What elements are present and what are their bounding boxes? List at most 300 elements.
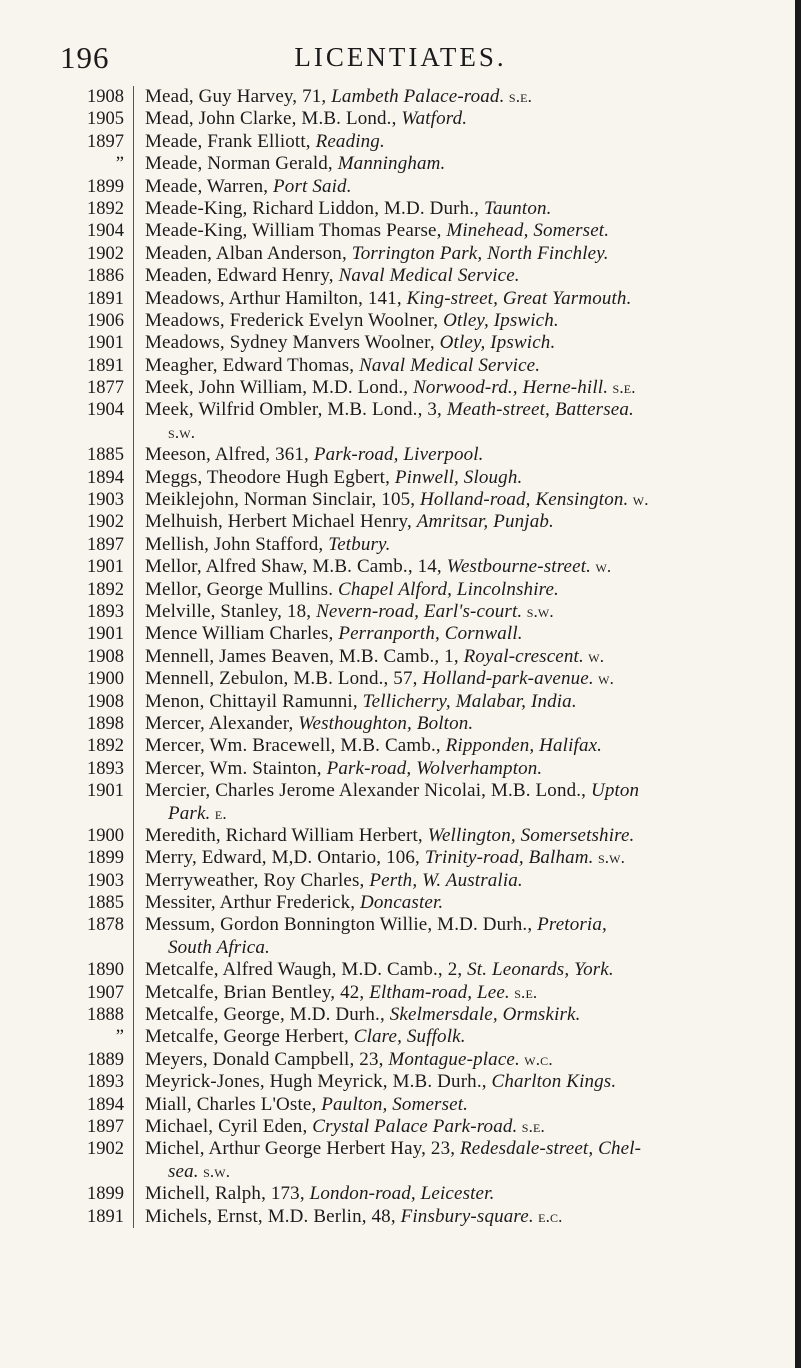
entry-name: Metcalfe, Brian Bentley, 42, — [145, 981, 370, 1003]
entry-place: Watford. — [401, 108, 468, 130]
entry-list — [0, 86, 792, 1228]
entry-place: Ripponden, Halifax. — [445, 735, 603, 757]
entry-place: London-road, Leicester. — [309, 1183, 495, 1205]
entry-place: Trinity-road, Balham. — [424, 847, 594, 869]
entry-place: Westbourne-street. — [446, 556, 592, 578]
entry-text — [145, 467, 792, 489]
entry-place: Pinwell, Slough. — [394, 466, 523, 488]
entry-district: s.w. — [522, 601, 554, 621]
entry-name: Messiter, Arthur Frederick, — [145, 892, 361, 914]
entry-place: Pretoria, — [537, 914, 607, 936]
entry-text — [145, 377, 792, 399]
entry-district: e.c. — [533, 1206, 563, 1226]
entry-text — [168, 1161, 792, 1183]
entry-year: 1900 — [87, 669, 124, 690]
entry-place: Chapel Alford, Lincolnshire. — [338, 578, 559, 600]
column-rule — [133, 310, 134, 332]
entry-district: s.w. — [198, 1161, 231, 1181]
entry-text — [145, 131, 792, 153]
entry-year: 1901 — [87, 624, 124, 645]
entry-year: ” — [115, 1027, 124, 1048]
entry-name: Mellor, George Mullins. — [145, 578, 338, 600]
entry-name: Meaden, Edward Henry, — [145, 265, 339, 287]
entry-text — [145, 758, 792, 780]
entry-text — [145, 108, 792, 130]
entry-year: 1892 — [87, 198, 124, 219]
entry-text — [145, 288, 792, 310]
column-rule — [133, 937, 134, 959]
entry-year: 1891 — [87, 288, 124, 309]
entry-text — [145, 153, 792, 175]
entry-district: e. — [210, 803, 227, 823]
entry-district: w. — [583, 646, 605, 666]
entry-name: Meade, Norman Gerald, — [145, 153, 338, 175]
entry-text — [145, 1071, 792, 1093]
entry-place: Charlton Kings. — [491, 1071, 617, 1093]
entry-place: Port Said. — [273, 175, 352, 197]
entry-name: Meggs, Theodore Hugh Egbert, — [145, 466, 395, 488]
column-rule — [133, 176, 134, 198]
column-rule — [133, 780, 134, 802]
column-rule — [133, 467, 134, 489]
entry-name: Mead, John Clarke, M.B. Lond., — [145, 108, 402, 130]
column-rule — [133, 803, 134, 825]
entry-text — [145, 601, 792, 623]
entry-year: 1894 — [87, 467, 124, 488]
entry-name: Meadows, Frederick Evelyn Woolner, — [145, 309, 444, 331]
entry-place: Reading. — [315, 130, 385, 152]
entry-text — [145, 444, 792, 466]
column-rule — [133, 422, 134, 444]
column-rule — [133, 914, 134, 936]
column-rule — [133, 579, 134, 601]
list-item — [0, 825, 792, 847]
list-item — [0, 691, 792, 713]
entry-year: 1885 — [87, 893, 124, 914]
entry-year: 1878 — [87, 915, 124, 936]
column-rule — [133, 870, 134, 892]
entry-text — [145, 847, 792, 869]
list-item — [0, 735, 792, 757]
entry-year: 1903 — [87, 490, 124, 511]
list-item — [0, 1026, 792, 1048]
column-rule — [133, 1026, 134, 1048]
entry-place: St. Leonards, York. — [467, 959, 614, 981]
entry-place: Torrington Park, North Finchley. — [351, 242, 609, 264]
entry-text — [145, 959, 792, 981]
entry-place: Naval Medical Service. — [359, 354, 541, 376]
list-item — [0, 86, 792, 108]
entry-text — [145, 668, 792, 690]
entry-text — [145, 825, 792, 847]
entry-year: 1903 — [87, 870, 124, 891]
entry-text — [145, 1183, 792, 1205]
entry-name: Mellish, John Stafford, — [145, 533, 329, 555]
entry-place: Park. — [168, 802, 211, 824]
page-edge — [795, 0, 801, 1368]
column-rule — [133, 243, 134, 265]
list-item — [0, 220, 792, 242]
list-item — [0, 892, 792, 914]
list-item — [0, 377, 792, 399]
entry-text — [145, 176, 792, 198]
entry-name: Mercer, Alexander, — [145, 712, 299, 734]
entry-place: Clare, Suffolk. — [353, 1026, 466, 1048]
entry-place: sea. — [168, 1160, 199, 1182]
entry-district: w.c. — [519, 1049, 553, 1069]
entry-place: Norwood-rd., Herne-hill. — [413, 377, 609, 399]
entry-name: Meade, Frank Elliott, — [145, 130, 316, 152]
column-rule — [133, 153, 134, 175]
entry-place: Naval Medical Service. — [338, 265, 520, 287]
entry-name: Merryweather, Roy Charles, — [145, 869, 370, 891]
entry-year: 1890 — [87, 960, 124, 981]
list-item — [0, 422, 792, 444]
list-item — [0, 153, 792, 175]
entry-place: Taunton. — [483, 197, 552, 219]
entry-text — [145, 265, 792, 287]
entry-place: Wellington, Somersetshire. — [427, 824, 635, 846]
list-item — [0, 668, 792, 690]
entry-district: s.w. — [593, 848, 626, 868]
list-item — [0, 534, 792, 556]
entry-text — [145, 332, 792, 354]
column-rule — [133, 1094, 134, 1116]
entry-name: Meyers, Donald Campbell, 23, — [145, 1048, 389, 1070]
list-item — [0, 511, 792, 533]
entry-year: 1904 — [87, 221, 124, 242]
column-rule — [133, 131, 134, 153]
column-rule — [133, 198, 134, 220]
entry-text — [145, 982, 792, 1004]
entry-name: Meade-King, Richard Liddon, M.D. Durh., — [145, 197, 484, 219]
entry-place: Westhoughton, Bolton. — [298, 712, 474, 734]
column-rule — [133, 691, 134, 713]
list-item — [0, 1161, 792, 1183]
column-rule — [133, 623, 134, 645]
entry-year: 1902 — [87, 243, 124, 264]
entry-district: s.w. — [168, 422, 196, 442]
entry-name: Meeson, Alfred, 361, — [145, 444, 314, 466]
entry-year: 1893 — [87, 601, 124, 622]
list-item — [0, 780, 792, 802]
column-rule — [133, 534, 134, 556]
list-item — [0, 556, 792, 578]
entry-year: 1899 — [87, 848, 124, 869]
entry-text — [145, 579, 792, 601]
entry-place: Upton — [590, 780, 640, 802]
column-rule — [133, 355, 134, 377]
entry-place: Finsbury-square. — [400, 1205, 534, 1227]
list-item — [0, 1138, 792, 1160]
entry-text — [145, 1004, 792, 1026]
entry-text — [145, 623, 792, 645]
entry-text — [145, 310, 792, 332]
entry-text — [145, 489, 792, 511]
column-rule — [133, 959, 134, 981]
entry-place: Royal-crescent. — [463, 645, 584, 667]
entry-text — [145, 1026, 792, 1048]
entry-year: 1900 — [87, 825, 124, 846]
list-item — [0, 1004, 792, 1026]
entry-year: 1907 — [87, 982, 124, 1003]
list-item — [0, 1116, 792, 1138]
entry-text — [145, 556, 792, 578]
entry-name: Mercer, Wm. Bracewell, M.B. Camb., — [145, 735, 446, 757]
entry-year: 1889 — [87, 1049, 124, 1070]
entry-place: Lambeth Palace-road. — [331, 86, 505, 107]
entry-name: Messum, Gordon Bonnington Willie, M.D. Durh., — [145, 914, 538, 936]
list-item — [0, 914, 792, 936]
entry-name: Meyrick-Jones, Hugh Meyrick, M.B. Durh., — [145, 1071, 492, 1093]
list-item — [0, 489, 792, 511]
list-item — [0, 758, 792, 780]
entry-name: Mercier, Charles Jerome Alexander Nicolai, M.B. Lond., — [145, 780, 591, 802]
list-item — [0, 243, 792, 265]
entry-name: Mercer, Wm. Stainton, — [145, 757, 327, 779]
entry-place: Minehead, Somerset. — [446, 220, 610, 242]
entry-name: Meade-King, William Thomas Pearse, — [145, 220, 447, 242]
entry-name: Meadows, Sydney Manvers Woolner, — [145, 332, 440, 354]
entry-text — [145, 355, 792, 377]
entry-place: Eltham-road, Lee. — [369, 981, 510, 1003]
column-rule — [133, 668, 134, 690]
entry-place: South Africa. — [168, 936, 270, 958]
entry-year: 1899 — [87, 176, 124, 197]
entry-text — [145, 243, 792, 265]
entry-name: Melhuish, Herbert Michael Henry, — [145, 511, 417, 533]
column-rule — [133, 288, 134, 310]
column-rule — [133, 399, 134, 421]
entry-name: Michels, Ernst, M.D. Berlin, 48, — [145, 1205, 401, 1227]
list-item — [0, 1094, 792, 1116]
entry-year: 1906 — [87, 310, 124, 331]
column-rule — [133, 982, 134, 1004]
entry-name: Michell, Ralph, 173, — [145, 1183, 310, 1205]
entry-place: Montague-place. — [388, 1048, 520, 1070]
entry-text — [145, 646, 792, 668]
entry-name: Meadows, Arthur Hamilton, 141, — [145, 287, 407, 309]
column-rule — [133, 1116, 134, 1138]
list-item — [0, 310, 792, 332]
entry-name: Miall, Charles L'Oste, — [145, 1093, 322, 1115]
entry-district: s.e. — [509, 982, 538, 1002]
entry-name: Michel, Arthur George Herbert Hay, 23, — [145, 1138, 461, 1160]
entry-text — [145, 1206, 792, 1228]
list-item — [0, 937, 792, 959]
entry-text — [145, 735, 792, 757]
entry-year: 1886 — [87, 266, 124, 287]
column-rule — [133, 825, 134, 847]
entry-year: 1902 — [87, 512, 124, 533]
entry-place: Redesdale-street, Chel- — [460, 1138, 642, 1160]
column-rule — [133, 444, 134, 466]
entry-name: Meredith, Richard William Herbert, — [145, 824, 428, 846]
page-header — [0, 40, 801, 80]
list-item — [0, 108, 792, 130]
running-title: LICENTIATES. — [294, 42, 507, 72]
entry-year: 1897 — [87, 534, 124, 555]
list-item — [0, 870, 792, 892]
column-rule — [133, 265, 134, 287]
list-item — [0, 1206, 792, 1228]
list-item — [0, 444, 792, 466]
column-rule — [133, 1138, 134, 1160]
entry-place: Skelmersdale, Ormskirk. — [389, 1004, 581, 1026]
entry-year: 1885 — [87, 445, 124, 466]
list-item — [0, 646, 792, 668]
entry-year: 1892 — [87, 579, 124, 600]
list-item — [0, 623, 792, 645]
entry-district: s.e. — [517, 1116, 545, 1136]
list-item — [0, 176, 792, 198]
entry-year: 1893 — [87, 1072, 124, 1093]
entry-text — [145, 220, 792, 242]
entry-name: Mennell, James Beaven, M.B. Camb., 1, — [145, 645, 464, 667]
list-item — [0, 847, 792, 869]
entry-text — [145, 892, 792, 914]
entry-name: Meade, Warren, — [145, 175, 274, 197]
page-number: 196 — [60, 40, 110, 75]
entry-text — [145, 198, 792, 220]
column-rule — [133, 1183, 134, 1205]
entry-place: Meath-street, Battersea. — [446, 399, 634, 421]
entry-text — [145, 713, 792, 735]
entry-place: Perranporth, Cornwall. — [338, 623, 523, 645]
list-item — [0, 288, 792, 310]
entry-name: Meek, John William, M.D. Lond., — [145, 377, 414, 399]
entry-place: Amritsar, Punjab. — [416, 511, 554, 533]
entry-place: Nevern-road, Earl's-court. — [316, 600, 523, 622]
entry-year: 1908 — [87, 646, 124, 667]
entry-district: s.e. — [608, 378, 636, 398]
column-rule — [133, 1206, 134, 1228]
entry-text — [168, 937, 792, 959]
entry-name: Meiklejohn, Norman Sinclair, 105, — [145, 489, 421, 511]
entry-name: Meaden, Alban Anderson, — [145, 242, 352, 264]
entry-text — [145, 691, 792, 713]
entry-name: Meek, Wilfrid Ombler, M.B. Lond., 3, — [145, 399, 447, 421]
column-rule — [133, 108, 134, 130]
list-item — [0, 467, 792, 489]
list-item — [0, 1071, 792, 1093]
entry-year: 1905 — [87, 109, 124, 130]
entry-name: Mennell, Zebulon, M.B. Lond., 57, — [145, 668, 423, 690]
column-rule — [133, 377, 134, 399]
entry-year: 1893 — [87, 758, 124, 779]
list-item — [0, 982, 792, 1004]
column-rule — [133, 556, 134, 578]
list-item — [0, 579, 792, 601]
entry-year: 1897 — [87, 1116, 124, 1137]
column-rule — [133, 1004, 134, 1026]
entry-place: Otley, Ipswich. — [443, 309, 559, 331]
entry-text — [145, 1116, 792, 1138]
entry-place: Crystal Palace Park-road. — [312, 1115, 518, 1137]
column-rule — [133, 646, 134, 668]
column-rule — [133, 332, 134, 354]
entry-text — [145, 534, 792, 556]
entry-text — [145, 870, 792, 892]
entry-year: 1897 — [87, 131, 124, 152]
entry-name: Metcalfe, George, M.D. Durh., — [145, 1004, 390, 1026]
entry-year: 1902 — [87, 1139, 124, 1160]
entry-year: 1877 — [87, 378, 124, 399]
entry-place: Manningham. — [337, 153, 446, 175]
entry-year: 1901 — [87, 557, 124, 578]
list-item — [0, 1049, 792, 1071]
entry-name: Merry, Edward, M,D. Ontario, 106, — [145, 847, 425, 869]
entry-year: 1901 — [87, 333, 124, 354]
entry-text — [168, 803, 792, 825]
entry-text — [145, 1094, 792, 1116]
list-item — [0, 265, 792, 287]
column-rule — [133, 735, 134, 757]
entry-text — [145, 86, 792, 108]
entry-name: Metcalfe, George Herbert, — [145, 1026, 354, 1048]
entry-district: w. — [593, 669, 615, 689]
entry-district: w. — [628, 490, 649, 510]
entry-place: King-street, Great Yarmouth. — [406, 287, 632, 309]
entry-name: Mence William Charles, — [145, 623, 339, 645]
entry-place: Tetbury. — [328, 533, 391, 555]
entry-year: 1892 — [87, 736, 124, 757]
entry-text — [145, 780, 792, 802]
entry-text — [145, 1049, 792, 1071]
entry-place: Perth, W. Australia. — [369, 869, 523, 891]
list-item — [0, 198, 792, 220]
column-rule — [133, 713, 134, 735]
list-item — [0, 959, 792, 981]
list-item — [0, 399, 792, 421]
list-item — [0, 1183, 792, 1205]
column-rule — [133, 1071, 134, 1093]
entry-year: 1901 — [87, 781, 124, 802]
column-rule — [133, 1161, 134, 1183]
entry-place: Holland-park-avenue. — [422, 668, 594, 690]
column-rule — [133, 489, 134, 511]
entry-place: Doncaster. — [360, 892, 444, 914]
entry-place: Paulton, Somerset. — [321, 1093, 469, 1115]
entry-text — [145, 399, 792, 421]
entry-year: 1904 — [87, 400, 124, 421]
entry-place: Holland-road, Kensington. — [420, 489, 629, 511]
list-item — [0, 601, 792, 623]
column-rule — [133, 1049, 134, 1071]
entry-year: 1888 — [87, 1005, 124, 1026]
entry-name: Mellor, Alfred Shaw, M.B. Camb., 14, — [145, 556, 447, 578]
entry-place: Tellicherry, Malabar, India. — [362, 690, 577, 712]
column-rule — [133, 847, 134, 869]
list-item — [0, 803, 792, 825]
entry-year: 1894 — [87, 1094, 124, 1115]
entry-name: Melville, Stanley, 18, — [145, 600, 317, 622]
entry-text — [145, 511, 792, 533]
entry-text — [145, 914, 792, 936]
entry-name: Michael, Cyril Eden, — [145, 1115, 313, 1137]
entry-year: 1898 — [87, 713, 124, 734]
entry-text — [145, 1138, 792, 1160]
entry-year: 1908 — [87, 87, 124, 107]
entry-year: 1899 — [87, 1184, 124, 1205]
entry-year: 1891 — [87, 355, 124, 376]
entry-name: Menon, Chittayil Ramunni, — [145, 690, 363, 712]
entry-year: 1908 — [87, 691, 124, 712]
list-item — [0, 355, 792, 377]
column-rule — [133, 601, 134, 623]
column-rule — [133, 892, 134, 914]
entry-name: Mead, Guy Harvey, 71, — [145, 86, 332, 107]
